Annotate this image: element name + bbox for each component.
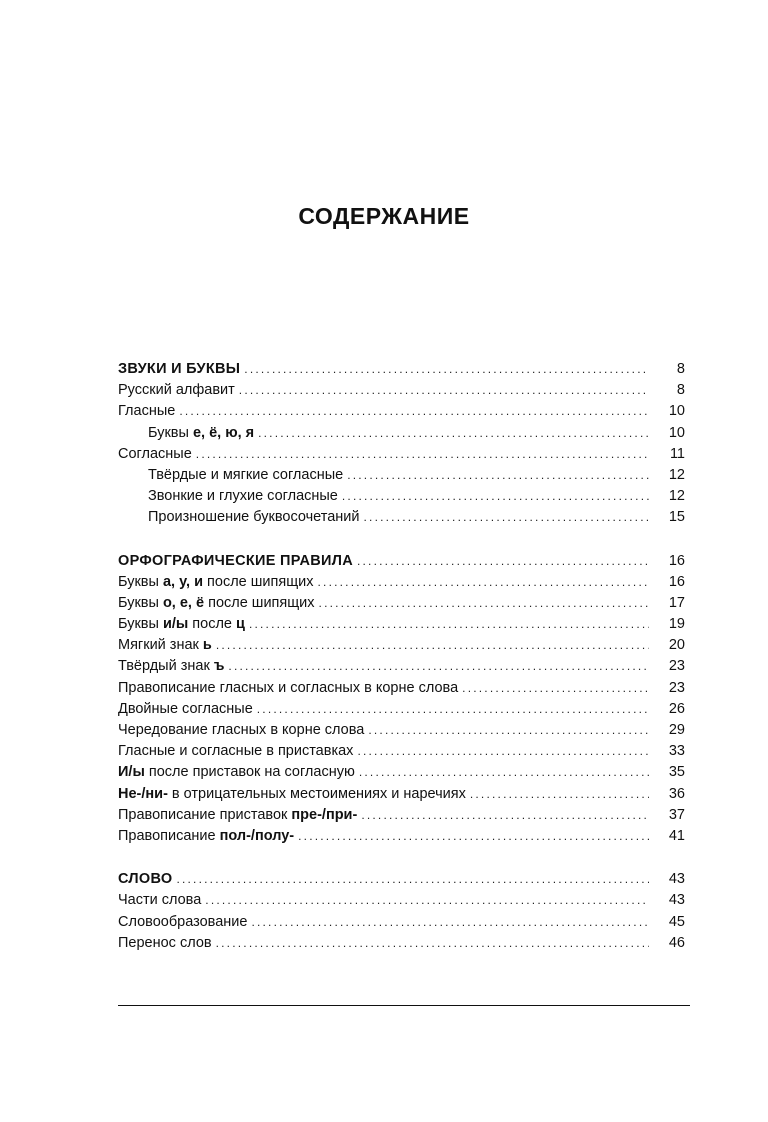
- toc-section: [118, 869, 685, 954]
- toc-dot-leader: [228, 656, 649, 677]
- toc-entry-label: [118, 912, 247, 933]
- table-of-contents: [118, 359, 685, 976]
- toc-entry-text: Словообразование: [118, 913, 248, 930]
- toc-dot-leader: [357, 551, 649, 572]
- toc-entry-text: после: [188, 616, 237, 633]
- toc-dot-leader: [205, 890, 649, 911]
- toc-page-number: 11: [669, 445, 685, 462]
- toc-entry-bold-text: Не-/ни-: [118, 785, 168, 802]
- toc-entry-bold-text: о, е, ё: [162, 594, 205, 611]
- toc-entry-text: Буквы: [118, 573, 163, 590]
- toc-dot-leader: [462, 678, 649, 699]
- toc-page-number: 23: [668, 658, 685, 675]
- toc-dot-leader: [347, 465, 649, 486]
- toc-dot-leader: [176, 869, 649, 890]
- toc-dot-leader: [239, 380, 649, 401]
- toc-dot-leader: [244, 359, 649, 380]
- toc-entry-text: Твёрдый знак: [118, 658, 214, 675]
- toc-page-number: 29: [668, 722, 685, 738]
- toc-entry-label: [118, 699, 253, 720]
- toc-entry-bold-text: пре-/при-: [291, 806, 358, 823]
- toc-entry[interactable]: [118, 593, 685, 614]
- toc-entry[interactable]: [118, 614, 685, 635]
- toc-dot-leader: [318, 572, 650, 593]
- toc-entry[interactable]: [118, 635, 685, 656]
- toc-dot-leader: [179, 401, 649, 422]
- toc-page-number: 20: [668, 637, 685, 654]
- toc-page-number: 26: [668, 700, 685, 717]
- toc-entry-text: Правописание: [118, 827, 220, 844]
- toc-entry[interactable]: [118, 423, 685, 444]
- toc-entry-text: Части слова: [118, 892, 202, 909]
- toc-entry-text: в отрицательных местоимениях и наречиях: [167, 785, 466, 802]
- toc-dot-leader: [319, 593, 649, 614]
- toc-dot-leader: [470, 784, 649, 805]
- toc-entry-label: [148, 507, 360, 528]
- toc-entry-text: Буквы: [148, 424, 193, 441]
- toc-entry-label: [118, 784, 466, 805]
- toc-entry[interactable]: [118, 720, 685, 741]
- toc-entry-label: [118, 572, 314, 593]
- toc-entry[interactable]: [118, 805, 685, 826]
- toc-entry-bold-text: ь: [202, 637, 212, 654]
- toc-page-number: 45: [668, 913, 685, 930]
- toc-entry-label: [118, 593, 315, 614]
- toc-entry-label: [118, 869, 172, 890]
- toc-entry-text: Гласные и согласные в приставках: [118, 743, 354, 760]
- toc-entry-text: Звонкие и глухие согласные: [148, 488, 338, 505]
- toc-dot-leader: [251, 912, 649, 933]
- toc-entry[interactable]: [118, 762, 685, 783]
- toc-dot-leader: [359, 762, 649, 783]
- toc-entry-label: [118, 762, 355, 783]
- toc-section: [118, 551, 685, 848]
- toc-entry[interactable]: [118, 486, 685, 507]
- toc-entry-label: [118, 826, 294, 847]
- toc-page-number: 12: [668, 466, 685, 483]
- toc-entry-text: Чередование гласных в корне слова: [118, 722, 365, 738]
- toc-entry[interactable]: [118, 465, 685, 486]
- toc-entry-text: Буквы: [118, 594, 163, 611]
- toc-entry-label: [118, 444, 192, 465]
- toc-entry-label: [118, 380, 235, 401]
- bottom-rule: [118, 1005, 690, 1006]
- toc-page-number: 23: [668, 679, 685, 696]
- toc-dot-leader: [364, 507, 650, 528]
- toc-page-number: 41: [668, 827, 685, 844]
- toc-entry[interactable]: [118, 699, 685, 720]
- toc-page-number: 10: [668, 403, 685, 420]
- toc-entry-text: Правописание гласных и согласных в корне слова: [118, 679, 459, 696]
- toc-page-number: 33: [668, 743, 685, 760]
- toc-page-number: 16: [668, 573, 685, 590]
- toc-entry-bold-text: ЗВУКИ И БУКВЫ: [118, 361, 241, 377]
- toc-page-number: 15: [668, 509, 685, 526]
- toc-page-number: 16: [668, 552, 685, 569]
- toc-entry[interactable]: [118, 826, 685, 847]
- toc-entry-bold-text: СЛОВО: [118, 871, 173, 888]
- toc-entry-label: [118, 720, 364, 741]
- toc-section-heading[interactable]: [118, 869, 685, 890]
- toc-entry[interactable]: [118, 656, 685, 677]
- toc-dot-leader: [357, 741, 649, 762]
- toc-page-number: 8: [676, 361, 685, 377]
- toc-entry[interactable]: [118, 678, 685, 699]
- toc-entry-text: Буквы: [118, 616, 163, 633]
- toc-entry[interactable]: [118, 507, 685, 528]
- toc-entry[interactable]: [118, 741, 685, 762]
- toc-entry-label: [118, 678, 458, 699]
- toc-entry-label: [148, 486, 338, 507]
- toc-page-number: 43: [668, 871, 685, 888]
- toc-dot-leader: [249, 614, 649, 635]
- toc-entry-text: после шипящих: [204, 594, 315, 611]
- toc-entry-label: [118, 890, 201, 911]
- toc-entry-text: Твёрдые и мягкие согласные: [148, 466, 344, 483]
- toc-entry[interactable]: [118, 444, 685, 465]
- toc-entry-label: [118, 741, 353, 762]
- toc-entry-text: Перенос слов: [118, 934, 212, 951]
- toc-entry-text: Согласные: [118, 445, 192, 462]
- toc-dot-leader: [216, 635, 649, 656]
- toc-section-heading[interactable]: [118, 359, 685, 380]
- toc-entry-bold-text: И/ы: [118, 764, 145, 781]
- toc-entry-text: Правописание приставок: [118, 806, 292, 823]
- toc-dot-leader: [258, 423, 649, 444]
- toc-entry[interactable]: [118, 380, 685, 401]
- toc-entry-text: после приставок на согласную: [144, 764, 355, 781]
- toc-entry-bold-text: ц: [236, 616, 245, 633]
- toc-page-number: 17: [668, 594, 685, 611]
- toc-page-number: 12: [668, 488, 685, 505]
- toc-section-heading[interactable]: [118, 551, 685, 572]
- toc-entry-label: [118, 551, 353, 572]
- toc-entry[interactable]: [118, 572, 685, 593]
- toc-entry[interactable]: [118, 401, 685, 422]
- toc-entry-text: после шипящих: [203, 573, 314, 590]
- toc-dot-leader: [342, 486, 649, 507]
- toc-entry-label: [118, 933, 212, 954]
- toc-entry[interactable]: [118, 890, 685, 911]
- toc-page-number: 19: [668, 616, 685, 633]
- toc-entry-text: Русский алфавит: [118, 382, 235, 399]
- toc-entry-label: [118, 359, 240, 380]
- toc-entry[interactable]: [118, 912, 685, 933]
- toc-dot-leader: [361, 805, 649, 826]
- toc-dot-leader: [298, 826, 649, 847]
- toc-entry-label: [148, 423, 254, 444]
- toc-dot-leader: [216, 933, 649, 954]
- toc-page-number: 10: [668, 424, 685, 441]
- toc-entry-text: Мягкий знак: [118, 637, 203, 654]
- toc-entry-label: [118, 635, 212, 656]
- toc-entry[interactable]: [118, 784, 685, 805]
- toc-entry-bold-text: е, ё, ю, я: [192, 424, 255, 441]
- toc-page-number: 46: [668, 934, 685, 951]
- toc-entry-bold-text: и/ы: [162, 616, 189, 633]
- toc-dot-leader: [196, 444, 649, 465]
- page-title: СОДЕРЖАНИЕ: [298, 203, 470, 229]
- toc-page-number: 36: [668, 785, 685, 802]
- toc-entry[interactable]: [118, 933, 685, 954]
- toc-entry-label: [118, 614, 245, 635]
- toc-entry-text: Произношение буквосочетаний: [148, 509, 360, 526]
- toc-entry-bold-text: ОРФОГРАФИЧЕСКИЕ ПРАВИЛА: [118, 552, 353, 569]
- toc-entry-bold-text: а, у, и: [162, 573, 204, 590]
- toc-entry-bold-text: пол-/полу-: [219, 827, 295, 844]
- toc-entry-text: Двойные согласные: [118, 700, 253, 717]
- toc-page-number: 8: [676, 382, 685, 399]
- toc-entry-label: [118, 805, 357, 826]
- toc-dot-leader: [257, 699, 649, 720]
- toc-page-number: 37: [668, 806, 685, 823]
- toc-page-number: 35: [668, 764, 685, 781]
- toc-entry-label: [118, 656, 224, 677]
- toc-section: [118, 359, 685, 529]
- toc-entry-label: [118, 401, 175, 422]
- toc-dot-leader: [368, 720, 649, 741]
- toc-entry-label: [148, 465, 343, 486]
- toc-page-number: 43: [668, 892, 685, 909]
- toc-entry-bold-text: ъ: [213, 658, 225, 675]
- toc-entry-text: Гласные: [118, 403, 176, 420]
